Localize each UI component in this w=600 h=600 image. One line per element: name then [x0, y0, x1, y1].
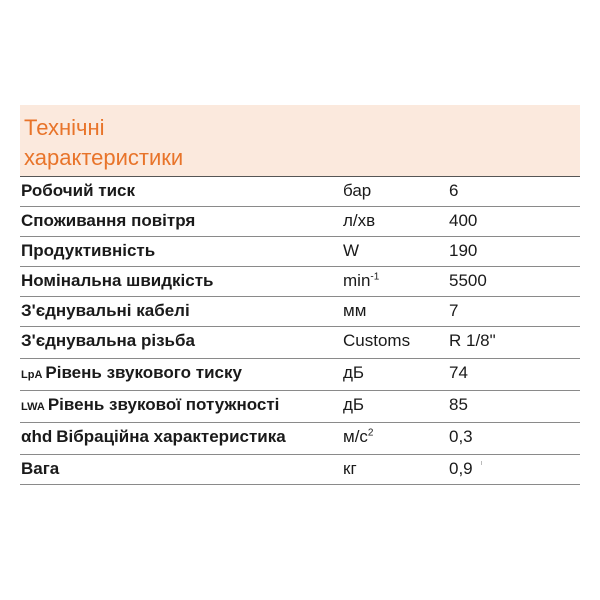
- spec-value: 400: [449, 211, 478, 230]
- spec-label-text: Рівень звукового тиску: [45, 363, 242, 382]
- spec-unit: [343, 426, 449, 448]
- spec-label: Продуктивність: [21, 241, 156, 260]
- spec-unit-exponent: -1: [370, 271, 380, 283]
- spec-row-connecting-cable: [20, 297, 580, 327]
- spec-title-line-1: Технічні: [24, 115, 105, 140]
- spec-label: Робочий тиск: [21, 181, 135, 200]
- spec-prefix: LWA: [21, 401, 45, 413]
- spec-row-rated-speed: [20, 267, 580, 297]
- spec-label: [20, 394, 343, 418]
- spec-value: 6: [449, 181, 459, 200]
- spec-row-air-consumption: [20, 207, 580, 237]
- spec-unit: бар: [343, 181, 372, 200]
- spec-label-text: Рівень звукової потужності: [47, 395, 280, 414]
- spec-value: 85: [449, 395, 468, 414]
- spec-unit-exponent: 2: [367, 427, 374, 439]
- spec-value: 0,3: [449, 427, 473, 446]
- spec-value: 0,9: [449, 459, 473, 478]
- spec-unit: W: [343, 241, 360, 260]
- spec-unit: дБ: [343, 363, 365, 382]
- spec-label: Вага: [21, 459, 60, 478]
- spec-unit: л/хв: [343, 211, 376, 230]
- spec-value: 5500: [449, 271, 487, 290]
- spec-row-sound-power: [20, 391, 580, 423]
- spec-prefix: LpA: [21, 369, 43, 381]
- spec-unit: мм: [343, 301, 367, 320]
- spec-value: 7: [449, 301, 459, 320]
- spec-unit: [343, 270, 449, 292]
- spec-row-vibration: [20, 423, 580, 455]
- spec-row-sound-pressure: [20, 359, 580, 391]
- spec-row-weight: [20, 455, 580, 485]
- spec-title-line-2: характеристики: [24, 145, 184, 170]
- spec-value: 190: [449, 241, 478, 260]
- spec-value: 74: [449, 363, 468, 382]
- spec-value: R 1/8": [449, 331, 496, 350]
- spec-header: [20, 105, 580, 177]
- spec-label: [20, 362, 343, 386]
- spec-unit: дБ: [343, 395, 365, 414]
- spec-label: Споживання повітря: [21, 211, 196, 230]
- spec-row-connecting-thread: [20, 327, 580, 359]
- spec-label: З'єднувальні кабелі: [21, 301, 190, 320]
- spec-sheet: [20, 105, 580, 485]
- spec-row-power: [20, 237, 580, 267]
- spec-label: З'єднувальна різьба: [21, 331, 195, 350]
- spec-label-text: Вібраційна характеристика: [56, 427, 286, 446]
- spec-unit-base: м/с: [343, 427, 368, 446]
- spec-unit-base: min: [343, 271, 371, 290]
- spec-unit: кг: [343, 459, 357, 478]
- stray-tick-mark: [481, 461, 482, 465]
- spec-unit: Customs: [343, 331, 411, 350]
- spec-label: Номінальна швидкість: [21, 271, 214, 290]
- spec-row-working-pressure: [20, 177, 580, 207]
- spec-label: [20, 426, 343, 448]
- spec-prefix: αhd: [21, 427, 53, 446]
